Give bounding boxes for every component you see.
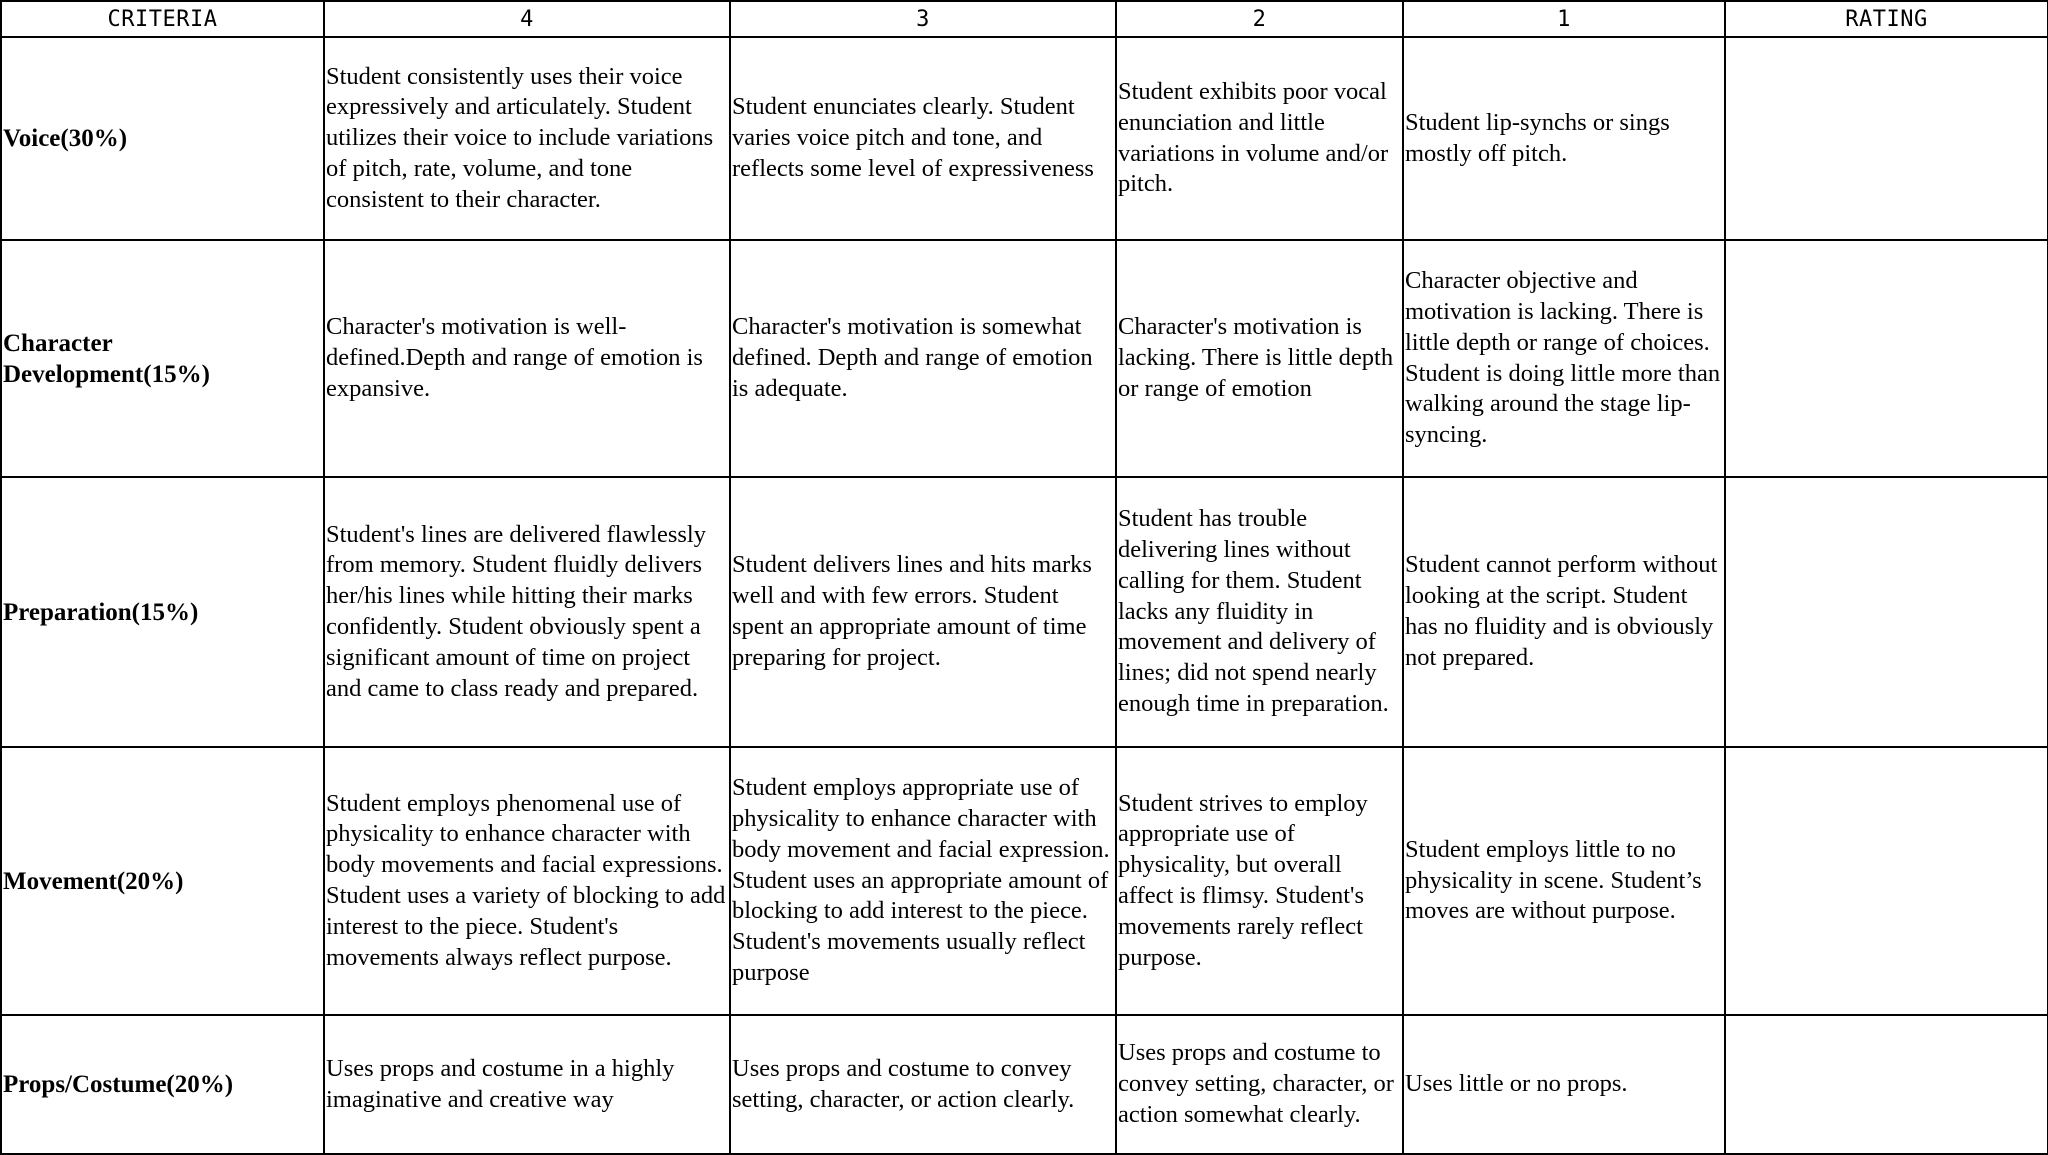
header-score-4: 4 [324, 1, 730, 37]
descriptor-score-4: Character's motivation is well-defined.Depth and range of emotion is expansive. [324, 240, 730, 477]
rating-cell[interactable] [1725, 747, 2048, 1015]
descriptor-score-3: Character's motivation is somewhat defined. Depth and range of emotion is adequate. [730, 240, 1116, 477]
criterion-label: Preparation(15%) [1, 477, 324, 747]
descriptor-score-3: Student enunciates clearly. Student varies voice pitch and tone, and reflects some level of expressiveness [730, 37, 1116, 240]
descriptor-score-2: Student strives to employ appropriate use of physicality, but overall affect is flimsy. Student's movements rarely reflect purpose. [1116, 747, 1403, 1015]
descriptor-score-4: Student employs phenomenal use of physicality to enhance character with body movements and facial expressions. Student uses a variety of blocking to add interest to the piece. Student's movements always reflect purpose. [324, 747, 730, 1015]
descriptor-score-4: Student's lines are delivered flawlessly from memory. Student fluidly delivers her/his lines while hitting their marks confidently. Student obviously spent a significant amount of time on project and came to class ready and prepared. [324, 477, 730, 747]
table-row-movement [1, 747, 2048, 1015]
descriptor-score-3: Student employs appropriate use of physicality to enhance character with body movement and facial expression. Student uses an appropriate amount of blocking to add interest to the piece. Student's movements usually reflect purpose [730, 747, 1116, 1015]
rating-cell[interactable] [1725, 37, 2048, 240]
criterion-label: Voice(30%) [1, 37, 324, 240]
descriptor-score-4: Uses props and costume in a highly imaginative and creative way [324, 1015, 730, 1154]
descriptor-score-2: Character's motivation is lacking. There is little depth or range of emotion [1116, 240, 1403, 477]
descriptor-score-2: Student exhibits poor vocal enunciation and little variations in volume and/or pitch. [1116, 37, 1403, 240]
header-score-1: 1 [1403, 1, 1725, 37]
rating-cell[interactable] [1725, 1015, 2048, 1154]
header-row [1, 1, 2048, 37]
descriptor-score-1: Character objective and motivation is lacking. There is little depth or range of choices. Student is doing little more than walking around the stage lip-syncing. [1403, 240, 1725, 477]
criterion-label: Props/Costume(20%) [1, 1015, 324, 1154]
descriptor-score-1: Student cannot perform without looking at the script. Student has no fluidity and is obviously not prepared. [1403, 477, 1725, 747]
criterion-label: Movement(20%) [1, 747, 324, 1015]
rating-cell[interactable] [1725, 477, 2048, 747]
table-row-preparation [1, 477, 2048, 747]
rating-cell[interactable] [1725, 240, 2048, 477]
descriptor-score-1: Student lip-synchs or sings mostly off pitch. [1403, 37, 1725, 240]
table-row-character-development [1, 240, 2048, 477]
criterion-label: Character Development(15%) [1, 240, 324, 477]
descriptor-score-2: Student has trouble delivering lines without calling for them. Student lacks any fluidity in movement and delivery of lines; did not spend nearly enough time in preparation. [1116, 477, 1403, 747]
header-criteria: CRITERIA [1, 1, 324, 37]
table-row-voice [1, 37, 2048, 240]
table-row-props-costume [1, 1015, 2048, 1154]
descriptor-score-3: Student delivers lines and hits marks well and with few errors. Student spent an appropriate amount of time preparing for project. [730, 477, 1116, 747]
descriptor-score-1: Student employs little to no physicality in scene. Student’s moves are without purpose. [1403, 747, 1725, 1015]
descriptor-score-1: Uses little or no props. [1403, 1015, 1725, 1154]
header-rating: RATING [1725, 1, 2048, 37]
descriptor-score-4: Student consistently uses their voice expressively and articulately. Student utilizes their voice to include variations of pitch, rate, volume, and tone consistent to their character. [324, 37, 730, 240]
header-score-2: 2 [1116, 1, 1403, 37]
header-score-3: 3 [730, 1, 1116, 37]
descriptor-score-2: Uses props and costume to convey setting, character, or action somewhat clearly. [1116, 1015, 1403, 1154]
descriptor-score-3: Uses props and costume to convey setting, character, or action clearly. [730, 1015, 1116, 1154]
